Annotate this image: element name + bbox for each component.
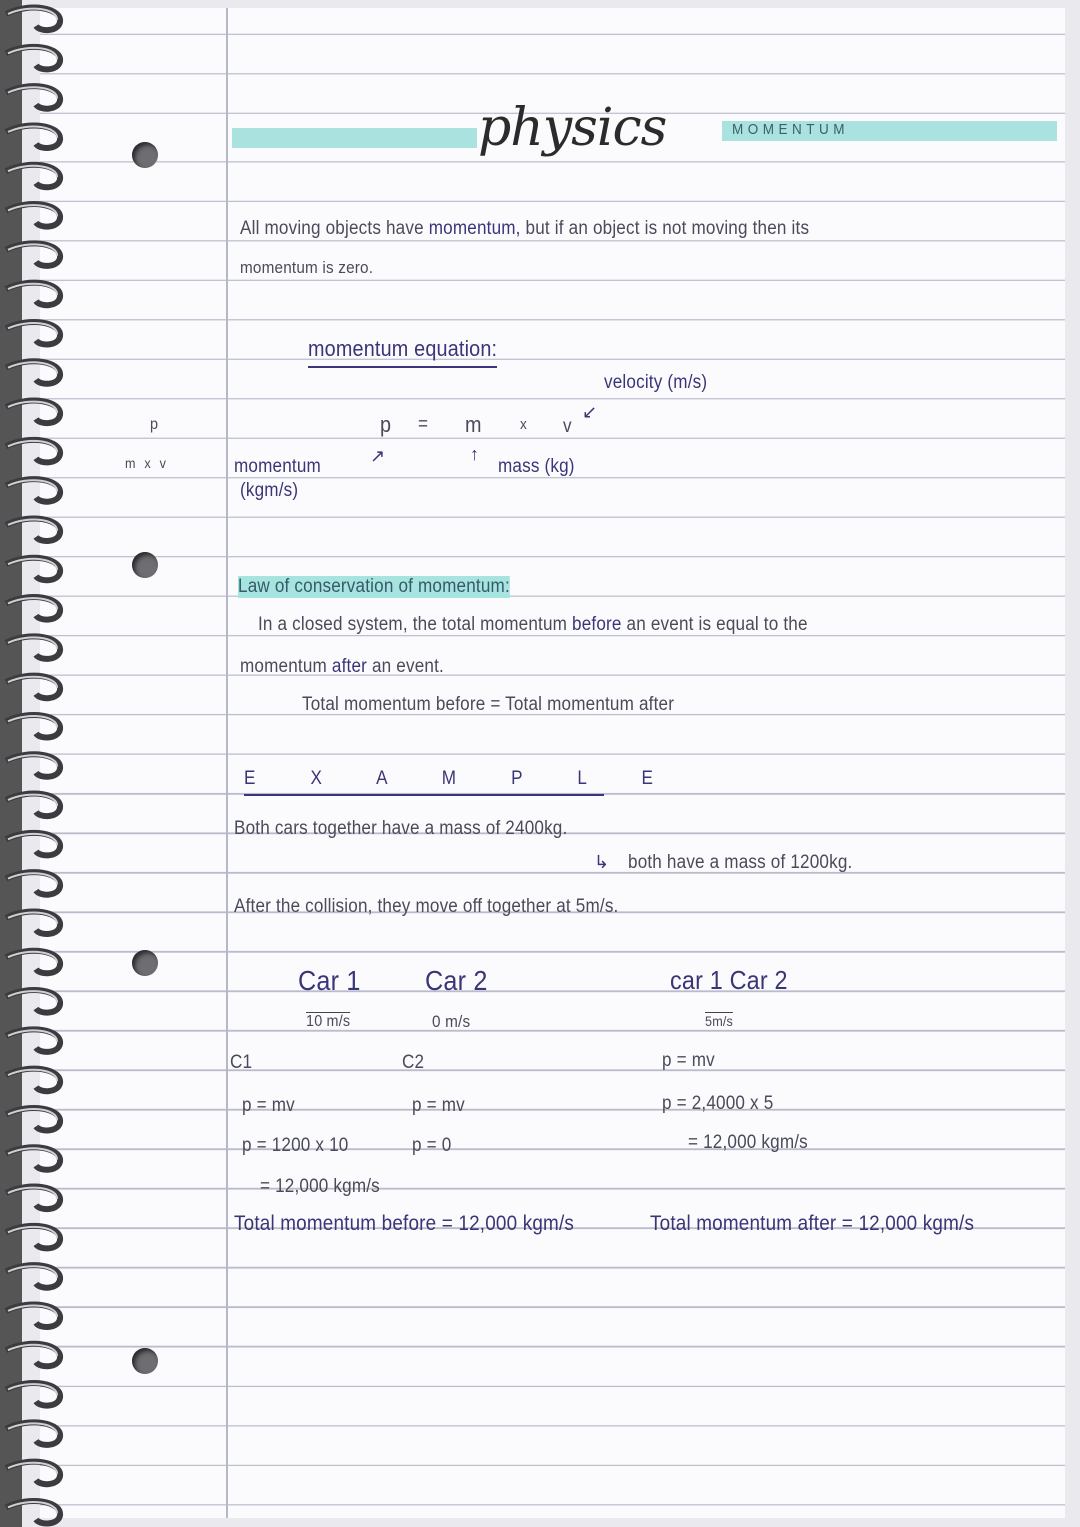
eq-p: p (380, 412, 392, 437)
example-line-2: both have a mass of 1200kg. (628, 852, 853, 873)
intro-line-2: momentum is zero. (240, 258, 374, 277)
velocity-label: velocity (m/s) (604, 372, 708, 393)
punch-hole (132, 950, 158, 976)
margin-note-mxv: m x v (125, 455, 169, 471)
equation-heading: momentum equation: (308, 336, 497, 368)
example-line-1: Both cars together have a mass of 2400kg. (234, 818, 568, 839)
car2-label: Car 2 (425, 965, 488, 996)
car1-speed: 10 m/s (306, 1013, 351, 1030)
arrow-icon: ↑ (470, 444, 479, 464)
momentum-unit: (kgm/s) (240, 480, 299, 501)
c2-line-1: p = mv (412, 1095, 465, 1116)
spiral-binding-icon (0, 0, 70, 1527)
c2-line-2: p = 0 (412, 1135, 452, 1156)
after-label: car 1 Car 2 (670, 965, 788, 995)
page-subtitle: MOMENTUM (732, 121, 849, 138)
c1-line-1: p = mv (242, 1095, 295, 1116)
c2-label: C2 (402, 1052, 425, 1073)
eq-m: m (465, 412, 482, 437)
title-highlight (232, 128, 477, 148)
law-equation: Total momentum before = Total momentum after (302, 694, 675, 715)
after-line-2: p = 2,4000 x 5 (662, 1093, 774, 1114)
law-heading: Law of conservation of momentum: (238, 576, 510, 597)
punch-hole (132, 142, 158, 168)
arrow-icon: ↳ (594, 852, 610, 872)
example-heading: E X A M P L E (244, 768, 604, 796)
after-line-3: = 12,000 kgm/s (688, 1132, 808, 1153)
eq-v: v (563, 416, 572, 437)
c1-label: C1 (230, 1052, 253, 1073)
momentum-label: momentum (234, 456, 321, 477)
margin-line (226, 8, 228, 1518)
law-line-1: In a closed system, the total momentum before an event is equal to the (258, 614, 808, 635)
eq-equals: = (418, 414, 429, 435)
example-line-3: After the collision, they move off together at 5m/s. (234, 896, 619, 917)
after-line-1: p = mv (662, 1050, 715, 1071)
c1-line-3: = 12,000 kgm/s (260, 1176, 380, 1197)
total-after: Total momentum after = 12,000 kgm/s (650, 1212, 975, 1235)
eq-x: x (520, 416, 527, 433)
punch-hole (132, 1348, 158, 1374)
punch-hole (132, 552, 158, 578)
mass-label: mass (kg) (498, 456, 575, 477)
page-title: physics (478, 98, 667, 158)
car2-speed: 0 m/s (432, 1012, 471, 1031)
arrow-icon: ↗ (370, 446, 386, 466)
car1-label: Car 1 (298, 965, 361, 996)
c1-line-2: p = 1200 x 10 (242, 1135, 349, 1156)
law-line-2: momentum after an event. (240, 656, 444, 677)
arrow-icon: ↙ (582, 402, 598, 422)
margin-note-p: p (150, 416, 159, 433)
total-before: Total momentum before = 12,000 kgm/s (234, 1212, 575, 1235)
intro-line-1: All moving objects have momentum, but if an object is not moving then its (240, 218, 810, 239)
after-speed: 5m/s (705, 1013, 734, 1029)
